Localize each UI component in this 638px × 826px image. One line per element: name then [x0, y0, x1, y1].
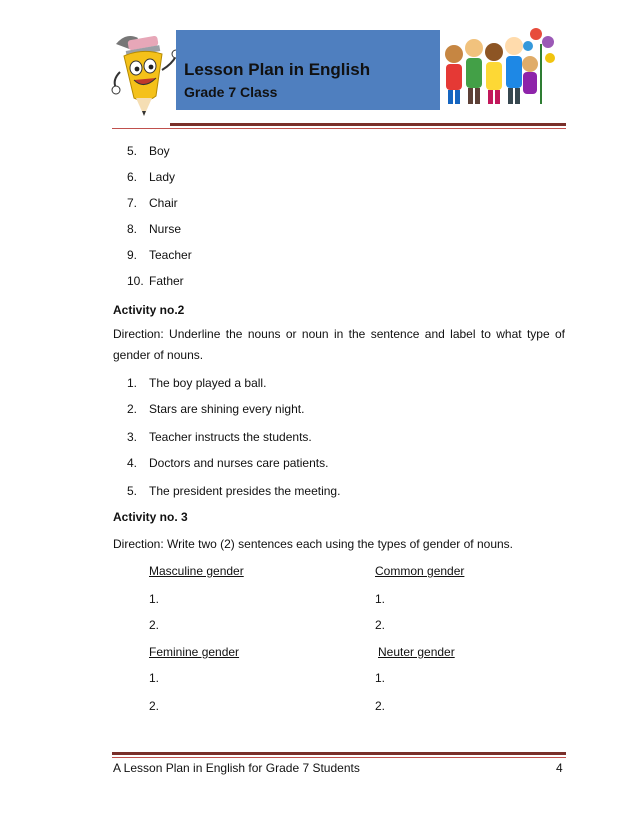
neuter-line-2: 2.: [375, 699, 386, 713]
header-divider-thin: [112, 128, 566, 129]
children-illustration-icon: [440, 24, 560, 110]
common-gender-label: Common gender: [375, 564, 465, 578]
sentence-item: 4. Doctors and nurses care patients.: [127, 456, 329, 470]
activity-3-direction: Direction: Write two (2) sentences each using the types of gender of nouns.: [113, 537, 513, 551]
activity-2-heading: Activity no.2: [113, 303, 185, 317]
neuter-gender-label: Neuter gender: [378, 645, 455, 659]
list-item: 6. Lady: [127, 170, 176, 184]
activity-2-direction: Direction: Underline the nouns or noun in the sentence and label to what type of gender of nouns.: [113, 327, 565, 362]
pencil-mascot-icon: [106, 24, 186, 120]
common-line-1: 1.: [375, 592, 386, 606]
title-banner: [176, 30, 440, 110]
sentence-item: 3. Teacher instructs the students.: [127, 430, 312, 444]
page-subtitle: Grade 7 Class: [184, 84, 278, 100]
feminine-gender-label: Feminine gender: [149, 645, 240, 659]
page-header: [0, 0, 638, 130]
activity-3-heading: Activity no. 3: [113, 510, 188, 524]
feminine-line-1: 1.: [149, 671, 160, 685]
header-divider: [170, 123, 566, 126]
list-item: 10. Father: [127, 274, 184, 288]
list-item: 7. Chair: [127, 196, 178, 210]
common-line-2: 2.: [375, 618, 386, 632]
footer-divider: [112, 752, 566, 755]
masculine-line-2: 2.: [149, 618, 160, 632]
page-title: Lesson Plan in English: [184, 60, 371, 79]
footer-divider-thin: [112, 757, 566, 758]
neuter-line-1: 1.: [375, 671, 386, 685]
sentence-item: 2. Stars are shining every night.: [127, 402, 305, 416]
masculine-gender-label: Masculine gender: [149, 564, 244, 578]
list-item: 9. Teacher: [127, 248, 192, 262]
masculine-line-1: 1.: [149, 592, 160, 606]
sentence-item: 5. The president presides the meeting.: [127, 484, 341, 498]
page-number: 4: [556, 761, 563, 775]
list-item: 8. Nurse: [127, 222, 182, 236]
footer-text: A Lesson Plan in English for Grade 7 Students: [113, 761, 360, 775]
sentence-item: 1. The boy played a ball.: [127, 376, 267, 390]
list-item: 5. Boy: [127, 144, 170, 158]
feminine-line-2: 2.: [149, 699, 160, 713]
